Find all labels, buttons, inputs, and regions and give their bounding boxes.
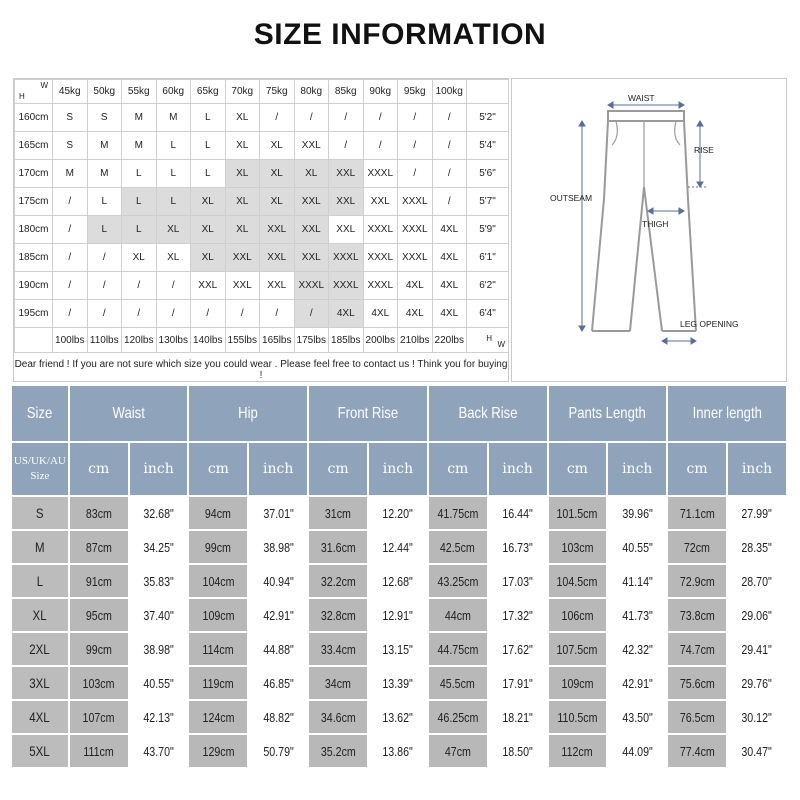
- size-cell: /: [329, 132, 364, 160]
- inch-value: 13.15": [369, 633, 427, 665]
- size-cell: L: [87, 188, 122, 216]
- size-subheader: US/UK/AU Size: [12, 443, 68, 495]
- leg-opening-label: LEG OPENING: [680, 319, 739, 329]
- size-cell: /: [398, 104, 433, 132]
- size-cell: XXL: [294, 216, 329, 244]
- column-header: Size: [12, 386, 68, 441]
- size-cell: L: [122, 188, 157, 216]
- thigh-label: THIGH: [642, 219, 669, 229]
- size-cell: M: [87, 132, 122, 160]
- pounds-label: 175lbs: [294, 328, 329, 353]
- cm-value: 99cm: [189, 531, 247, 563]
- height-feet: 5'7": [467, 188, 509, 216]
- height-label: 195cm: [15, 300, 53, 328]
- size-cell: XXXL: [363, 216, 398, 244]
- height-label: 175cm: [15, 188, 53, 216]
- size-cell: 4XL: [432, 244, 467, 272]
- size-cell: /: [225, 300, 260, 328]
- size-cell: XXL: [329, 216, 364, 244]
- weight-header: 65kg: [191, 80, 226, 104]
- size-cell: L: [191, 132, 226, 160]
- size-cell: XXXL: [398, 244, 433, 272]
- size-cell: XXL: [294, 244, 329, 272]
- size-cell: XXL: [294, 188, 329, 216]
- cm-value: 109cm: [189, 599, 247, 631]
- inch-value: 40.94": [249, 565, 307, 597]
- cm-value: 110.5cm: [549, 701, 607, 733]
- size-cell: /: [398, 132, 433, 160]
- cm-value: 83cm: [70, 497, 128, 529]
- inch-value: 30.12": [728, 701, 786, 733]
- weight-header: 70kg: [225, 80, 260, 104]
- cm-value: 46.25cm: [429, 701, 487, 733]
- cm-value: 72cm: [668, 531, 726, 563]
- size-cell: 4XL: [432, 300, 467, 328]
- height-label: 165cm: [15, 132, 53, 160]
- size-cell: XL: [122, 244, 157, 272]
- size-cell: XL: [225, 132, 260, 160]
- size-row: [12, 701, 786, 733]
- cm-value: 73.8cm: [668, 599, 726, 631]
- size-cell: /: [432, 160, 467, 188]
- size-cell: M: [87, 160, 122, 188]
- unit-inch-header: inch: [489, 443, 547, 495]
- size-cell: XL: [191, 244, 226, 272]
- cm-value: 45.5cm: [429, 667, 487, 699]
- cm-value: 72.9cm: [668, 565, 726, 597]
- inch-value: 43.50": [608, 701, 666, 733]
- size-cell: L: [122, 216, 157, 244]
- size-cell: S: [87, 104, 122, 132]
- size-cell: XXXL: [329, 272, 364, 300]
- inch-value: 42.13": [130, 701, 188, 733]
- column-header: Back Rise: [429, 386, 547, 441]
- size-cell: L: [191, 160, 226, 188]
- waist-label: WAIST: [628, 93, 655, 103]
- size-cell: /: [156, 272, 191, 300]
- size-cell: XXL: [329, 160, 364, 188]
- size-row: [12, 565, 786, 597]
- size-cell: /: [122, 300, 157, 328]
- weight-header: 55kg: [122, 80, 157, 104]
- inch-value: 50.79": [249, 735, 307, 767]
- pounds-label: 220lbs: [432, 328, 467, 353]
- size-cell: 4XL: [398, 272, 433, 300]
- inch-value: 44.88": [249, 633, 307, 665]
- size-cell: L: [156, 188, 191, 216]
- inch-value: 13.86": [369, 735, 427, 767]
- column-header: Pants Length: [549, 386, 667, 441]
- height-feet: 5'2": [467, 104, 509, 132]
- size-cell: XL: [191, 216, 226, 244]
- size-cell: XXL: [363, 188, 398, 216]
- inch-value: 48.82": [249, 701, 307, 733]
- cm-value: 111cm: [70, 735, 128, 767]
- inch-value: 17.62": [489, 633, 547, 665]
- size-cell: M: [122, 104, 157, 132]
- inch-value: 18.21": [489, 701, 547, 733]
- height-row: [15, 244, 509, 272]
- size-cell: XL: [225, 216, 260, 244]
- cm-value: 74.7cm: [668, 633, 726, 665]
- column-header: Waist: [70, 386, 188, 441]
- cm-value: 44cm: [429, 599, 487, 631]
- weight-header: 90kg: [363, 80, 398, 104]
- cm-value: 76.5cm: [668, 701, 726, 733]
- weight-header: 80kg: [294, 80, 329, 104]
- size-measurement-table: [10, 384, 788, 769]
- size-cell: /: [260, 104, 295, 132]
- size-cell: XXXL: [363, 244, 398, 272]
- unit-cm-header: cm: [189, 443, 247, 495]
- size-cell: XL: [260, 160, 295, 188]
- size-cell: /: [156, 300, 191, 328]
- size-cell: XL: [260, 132, 295, 160]
- page-title: SIZE INFORMATION: [253, 18, 547, 51]
- size-cell: /: [87, 244, 122, 272]
- inch-value: 39.96": [608, 497, 666, 529]
- inch-value: 30.47": [728, 735, 786, 767]
- inch-value: 12.20": [369, 497, 427, 529]
- empty-cell: [15, 328, 53, 353]
- size-label: 5XL: [12, 735, 68, 767]
- size-cell: XL: [156, 216, 191, 244]
- pounds-label: 200lbs: [363, 328, 398, 353]
- inch-value: 29.41": [728, 633, 786, 665]
- pants-outline-icon: [512, 79, 786, 381]
- size-cell: L: [191, 104, 226, 132]
- size-cell: /: [53, 216, 88, 244]
- size-cell: L: [87, 216, 122, 244]
- size-cell: /: [53, 272, 88, 300]
- height-label: 190cm: [15, 272, 53, 300]
- size-row: [12, 497, 786, 529]
- pounds-label: 100lbs: [53, 328, 88, 353]
- cm-value: 106cm: [549, 599, 607, 631]
- inch-value: 29.06": [728, 599, 786, 631]
- inch-value: 35.83": [130, 565, 188, 597]
- height-feet: 5'4": [467, 132, 509, 160]
- cm-value: 34cm: [309, 667, 367, 699]
- cm-value: 87cm: [70, 531, 128, 563]
- height-feet: 5'6": [467, 160, 509, 188]
- pounds-label: 185lbs: [329, 328, 364, 353]
- size-cell: /: [87, 300, 122, 328]
- outseam-label: OUTSEAM: [550, 193, 593, 203]
- inch-value: 28.35": [728, 531, 786, 563]
- corner-cell: [15, 80, 53, 104]
- cm-value: 112cm: [549, 735, 607, 767]
- height-feet: 6'2": [467, 272, 509, 300]
- unit-cm-header: cm: [429, 443, 487, 495]
- size-cell: /: [398, 160, 433, 188]
- size-cell: XXXL: [329, 244, 364, 272]
- cm-value: 129cm: [189, 735, 247, 767]
- height-feet: 6'4": [467, 300, 509, 328]
- corner-cell: [467, 328, 509, 353]
- unit-inch-header: inch: [249, 443, 307, 495]
- inch-value: 40.55": [608, 531, 666, 563]
- inch-value: 43.70": [130, 735, 188, 767]
- inch-value: 41.14": [608, 565, 666, 597]
- inch-value: 44.09": [608, 735, 666, 767]
- size-cell: /: [87, 272, 122, 300]
- size-cell: XXL: [260, 272, 295, 300]
- size-label: 3XL: [12, 667, 68, 699]
- inch-value: 38.98": [130, 633, 188, 665]
- column-header: Inner length: [668, 386, 786, 441]
- unit-cm-header: cm: [70, 443, 128, 495]
- pounds-label: 155lbs: [225, 328, 260, 353]
- height-label: 170cm: [15, 160, 53, 188]
- cm-value: 33.4cm: [309, 633, 367, 665]
- height-label: 180cm: [15, 216, 53, 244]
- size-cell: S: [53, 132, 88, 160]
- contact-note: Dear friend ! If you are not sure which size you could wear . Please feel free to contact us ! Think you for buying !: [14, 359, 508, 381]
- cm-value: 91cm: [70, 565, 128, 597]
- size-cell: XL: [191, 188, 226, 216]
- size-row: [12, 667, 786, 699]
- unit-cm-header: cm: [309, 443, 367, 495]
- inch-value: 12.44": [369, 531, 427, 563]
- inch-value: 13.62": [369, 701, 427, 733]
- unit-inch-header: inch: [728, 443, 786, 495]
- unit-inch-header: inch: [608, 443, 666, 495]
- size-cell: XXXL: [363, 272, 398, 300]
- corner-h: H: [486, 334, 492, 343]
- rise-label: RISE: [694, 145, 714, 155]
- inch-value: 16.44": [489, 497, 547, 529]
- size-cell: 4XL: [432, 272, 467, 300]
- size-cell: /: [363, 104, 398, 132]
- size-cell: XXXL: [398, 216, 433, 244]
- height-feet: 6'1": [467, 244, 509, 272]
- size-row: [12, 735, 786, 767]
- cm-value: 95cm: [70, 599, 128, 631]
- size-cell: M: [156, 104, 191, 132]
- size-row: [12, 531, 786, 563]
- unit-cm-header: cm: [549, 443, 607, 495]
- inch-value: 42.91": [249, 599, 307, 631]
- cm-value: 107.5cm: [549, 633, 607, 665]
- empty-cell: [467, 80, 509, 104]
- cm-value: 94cm: [189, 497, 247, 529]
- size-cell: /: [432, 104, 467, 132]
- weight-header: 45kg: [53, 80, 88, 104]
- size-cell: XXXL: [398, 188, 433, 216]
- pounds-label: 130lbs: [156, 328, 191, 353]
- weight-header: 85kg: [329, 80, 364, 104]
- inch-value: 34.25": [130, 531, 188, 563]
- cm-value: 119cm: [189, 667, 247, 699]
- size-cell: XL: [225, 160, 260, 188]
- unit-cm-header: cm: [668, 443, 726, 495]
- size-cell: M: [53, 160, 88, 188]
- size-cell: XXXL: [294, 272, 329, 300]
- inch-value: 17.32": [489, 599, 547, 631]
- cm-value: 44.75cm: [429, 633, 487, 665]
- size-cell: /: [294, 104, 329, 132]
- height-row: [15, 104, 509, 132]
- pants-measurement-diagram: [511, 78, 787, 382]
- column-header: Front Rise: [309, 386, 427, 441]
- height-row: [15, 132, 509, 160]
- size-cell: L: [156, 160, 191, 188]
- size-cell: XL: [294, 160, 329, 188]
- weight-header: 60kg: [156, 80, 191, 104]
- height-row: [15, 272, 509, 300]
- unit-inch-header: inch: [130, 443, 188, 495]
- size-label: XL: [12, 599, 68, 631]
- weight-header: 100kg: [432, 80, 467, 104]
- size-cell: XXL: [225, 244, 260, 272]
- cm-value: 42.5cm: [429, 531, 487, 563]
- corner-w: W: [497, 340, 505, 349]
- size-label: 4XL: [12, 701, 68, 733]
- inch-value: 42.91": [608, 667, 666, 699]
- inch-value: 12.91": [369, 599, 427, 631]
- weight-header: 75kg: [260, 80, 295, 104]
- cm-value: 31cm: [309, 497, 367, 529]
- corner-h: H: [19, 92, 25, 101]
- height-row: [15, 216, 509, 244]
- size-cell: XL: [260, 188, 295, 216]
- cm-value: 99cm: [70, 633, 128, 665]
- weight-header: 50kg: [87, 80, 122, 104]
- size-cell: 4XL: [329, 300, 364, 328]
- height-row: [15, 300, 509, 328]
- inch-value: 37.40": [130, 599, 188, 631]
- height-label: 160cm: [15, 104, 53, 132]
- size-cell: XXL: [225, 272, 260, 300]
- column-header: Hip: [189, 386, 307, 441]
- size-cell: XL: [225, 104, 260, 132]
- inch-value: 32.68": [130, 497, 188, 529]
- cm-value: 32.8cm: [309, 599, 367, 631]
- size-cell: XXL: [260, 244, 295, 272]
- size-cell: /: [191, 300, 226, 328]
- cm-value: 41.75cm: [429, 497, 487, 529]
- weight-header: 95kg: [398, 80, 433, 104]
- size-label: 2XL: [12, 633, 68, 665]
- size-cell: /: [432, 188, 467, 216]
- size-cell: XXL: [191, 272, 226, 300]
- size-cell: 4XL: [363, 300, 398, 328]
- inch-value: 29.76": [728, 667, 786, 699]
- size-cell: /: [122, 272, 157, 300]
- size-row: [12, 599, 786, 631]
- inch-value: 41.73": [608, 599, 666, 631]
- inch-value: 16.73": [489, 531, 547, 563]
- size-cell: L: [156, 132, 191, 160]
- inch-value: 37.01": [249, 497, 307, 529]
- cm-value: 107cm: [70, 701, 128, 733]
- pounds-label: 165lbs: [260, 328, 295, 353]
- cm-value: 114cm: [189, 633, 247, 665]
- size-cell: XL: [225, 188, 260, 216]
- cm-value: 35.2cm: [309, 735, 367, 767]
- size-cell: M: [122, 132, 157, 160]
- cm-value: 124cm: [189, 701, 247, 733]
- corner-w: W: [40, 81, 48, 90]
- size-cell: /: [363, 132, 398, 160]
- cm-value: 47cm: [429, 735, 487, 767]
- cm-value: 71.1cm: [668, 497, 726, 529]
- size-cell: 4XL: [432, 216, 467, 244]
- size-cell: /: [260, 300, 295, 328]
- height-feet: 5'9": [467, 216, 509, 244]
- size-cell: /: [432, 132, 467, 160]
- pounds-label: 120lbs: [122, 328, 157, 353]
- size-label: M: [12, 531, 68, 563]
- inch-value: 40.55": [130, 667, 188, 699]
- height-row: [15, 160, 509, 188]
- cm-value: 31.6cm: [309, 531, 367, 563]
- cm-value: 34.6cm: [309, 701, 367, 733]
- size-cell: /: [53, 188, 88, 216]
- height-row: [15, 188, 509, 216]
- cm-value: 75.6cm: [668, 667, 726, 699]
- size-cell: L: [122, 160, 157, 188]
- pounds-label: 140lbs: [191, 328, 226, 353]
- cm-value: 104.5cm: [549, 565, 607, 597]
- size-label: S: [12, 497, 68, 529]
- unit-inch-header: inch: [369, 443, 427, 495]
- inch-value: 42.32": [608, 633, 666, 665]
- cm-value: 32.2cm: [309, 565, 367, 597]
- size-cell: /: [53, 300, 88, 328]
- size-cell: XXL: [329, 188, 364, 216]
- cm-value: 109cm: [549, 667, 607, 699]
- cm-value: 101.5cm: [549, 497, 607, 529]
- cm-value: 104cm: [189, 565, 247, 597]
- height-label: 185cm: [15, 244, 53, 272]
- size-cell: XL: [156, 244, 191, 272]
- size-cell: /: [329, 104, 364, 132]
- cm-value: 43.25cm: [429, 565, 487, 597]
- pounds-label: 210lbs: [398, 328, 433, 353]
- size-cell: /: [294, 300, 329, 328]
- size-cell: S: [53, 104, 88, 132]
- size-recommendation-chart: [13, 78, 509, 382]
- inch-value: 27.99": [728, 497, 786, 529]
- inch-value: 46.85": [249, 667, 307, 699]
- size-label: L: [12, 565, 68, 597]
- cm-value: 77.4cm: [668, 735, 726, 767]
- inch-value: 12.68": [369, 565, 427, 597]
- inch-value: 28.70": [728, 565, 786, 597]
- pounds-label: 110lbs: [87, 328, 122, 353]
- size-cell: XXL: [294, 132, 329, 160]
- size-cell: XXXL: [363, 160, 398, 188]
- size-cell: 4XL: [398, 300, 433, 328]
- cm-value: 103cm: [70, 667, 128, 699]
- cm-value: 103cm: [549, 531, 607, 563]
- inch-value: 18.50": [489, 735, 547, 767]
- inch-value: 17.03": [489, 565, 547, 597]
- size-cell: XXL: [260, 216, 295, 244]
- inch-value: 38.98": [249, 531, 307, 563]
- size-cell: /: [53, 244, 88, 272]
- inch-value: 13.39": [369, 667, 427, 699]
- inch-value: 17.91": [489, 667, 547, 699]
- height-weight-table: [14, 79, 509, 353]
- size-row: [12, 633, 786, 665]
